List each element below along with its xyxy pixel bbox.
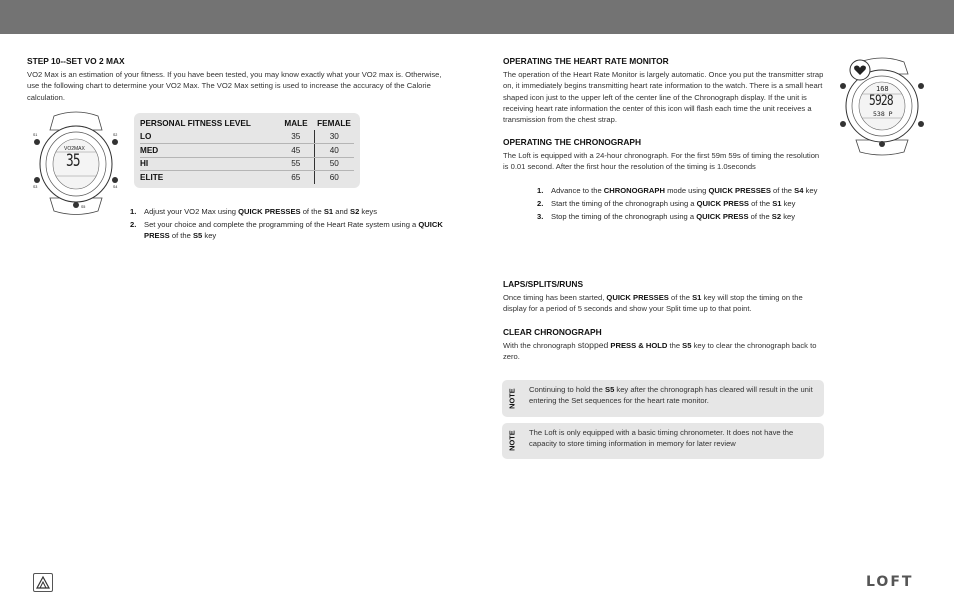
laps-body: Once timing has been started, QUICK PRESSES of the S1 key will stop the timing on the display for a period of 5 seconds and show your Split time up to that point.: [503, 293, 803, 314]
table-row: [140, 130, 354, 144]
vo2-section: [27, 56, 452, 103]
watch-display-top: 168: [876, 85, 889, 93]
female-cell: 50: [314, 157, 354, 171]
note-tag: NOTE: [507, 388, 517, 409]
level-cell: HI: [140, 157, 278, 171]
brand-logo: LOFT: [866, 574, 914, 590]
list-item: 3. Stop the timing of the chronograph using a QUICK PRESS of the S2 key: [537, 212, 796, 222]
watch-display-main: 5928: [869, 93, 893, 109]
clear-section: [503, 327, 825, 363]
list-item: 1. Adjust your VO2 Max using QUICK PRESSES of the S1 and S2 keys: [130, 207, 378, 216]
button-s3: [33, 177, 40, 189]
laps-section: [503, 279, 825, 315]
note-box-2: [502, 423, 824, 459]
watch-display-value: 35: [66, 151, 80, 171]
female-cell: 30: [314, 130, 354, 144]
svg-text:VO2MAX: VO2MAX: [64, 146, 85, 152]
watch-display-bottom: 538 P: [873, 110, 893, 118]
header-male: MALE: [284, 119, 308, 129]
hrm-title: OPERATING THE HEART RATE MONITOR: [503, 56, 669, 66]
chrono-title: OPERATING THE CHRONOGRAPH: [503, 137, 642, 147]
svg-text:S1: S1: [33, 133, 38, 137]
table-row: [140, 144, 354, 158]
list-item: 1. Advance to the CHRONOGRAPH mode using QUICK PRESSES of the S4 key: [537, 186, 818, 195]
note-tag: NOTE: [507, 430, 517, 452]
level-cell: ELITE: [140, 172, 164, 182]
clear-body: With the chronograph stopped PRESS & HOLD the S5 key to clear the chronograph back to zero.: [503, 340, 817, 362]
step-title: STEP 10--SET VO 2 MAX: [27, 56, 125, 66]
heart-icon: [850, 60, 870, 80]
header-level: PERSONAL FITNESS LEVEL: [140, 119, 251, 129]
male-cell: 35: [278, 130, 314, 144]
fitness-level-table: [134, 113, 360, 188]
triangle-logo-icon: [33, 573, 53, 592]
laps-title: LAPS/SPLITS/RUNS: [503, 279, 584, 289]
list-item: 2. Set your choice and complete the programming of the Heart Rate system using a QUICK PRESS of the S5 key: [130, 220, 443, 241]
svg-text:S2: S2: [113, 133, 118, 137]
watch-illustration-vo2: [30, 110, 122, 218]
note-text: Continuing to hold the S5 key after the chronograph has cleared will result in the unit entering the Set sequences for the heart rate monitor.: [529, 385, 813, 406]
table-header-row: [140, 118, 354, 130]
svg-text:S4: S4: [113, 185, 118, 189]
level-cell: MED: [140, 144, 278, 158]
vo2-steps: [130, 206, 452, 244]
button-s1: [33, 133, 40, 145]
chrono-body: The Loft is equipped with a 24-hour chronograph. For the first 59m 59s of timing the resolution is 0.01 second. After the first hour the resolution of the timing is 1.0seconds: [503, 151, 820, 172]
table-row: [140, 157, 354, 171]
male-cell: 65: [278, 171, 314, 185]
chrono-steps: [537, 185, 823, 225]
male-cell: 45: [278, 144, 314, 158]
list-item: 2. Start the timing of the chronograph using a QUICK PRESS of the S1 key: [537, 199, 796, 209]
female-cell: 40: [314, 144, 354, 158]
note-box-1: [502, 380, 824, 417]
button-s4: [112, 177, 118, 189]
level-cell: LO: [140, 130, 278, 144]
table-row: [140, 171, 354, 185]
button-s2: [112, 133, 118, 145]
female-cell: 60: [329, 172, 339, 182]
note-text: The Loft is only equipped with a basic timing chronometer. It does not have the capacity to store timing information in memory for later review: [529, 428, 794, 449]
watch-illustration-chrono: [836, 56, 928, 158]
chronograph-section: [503, 137, 825, 173]
button-s5: [73, 202, 85, 209]
svg-text:S5: S5: [81, 205, 86, 209]
header-female: FEMALE: [317, 119, 351, 129]
svg-text:S3: S3: [33, 185, 38, 189]
hrm-body: The operation of the Heart Rate Monitor is largely automatic. Once you put the transmitter strap on, it immediately begins transmitting heart rate information to the watch. There is a small heart shaped icon just to the upper left of the center line of the Chronograph display. If the unit is receiving heart rate information the center of this icon will flash each time the unit receives a transmission from the chest strap.: [503, 70, 824, 125]
vo2-intro: VO2 Max is an estimation of your fitness. If you have been tested, you may know exactly what your VO2 max is. Otherwise, use the following chart to determine your VO2 Max. The VO2 Max setting is used to increase the accuracy of the Calorie calculation.: [27, 70, 442, 102]
header-bar: [0, 0, 954, 34]
heart-rate-section: [503, 56, 825, 125]
male-cell: 55: [278, 157, 314, 171]
clear-title: CLEAR CHRONOGRAPH: [503, 327, 602, 337]
